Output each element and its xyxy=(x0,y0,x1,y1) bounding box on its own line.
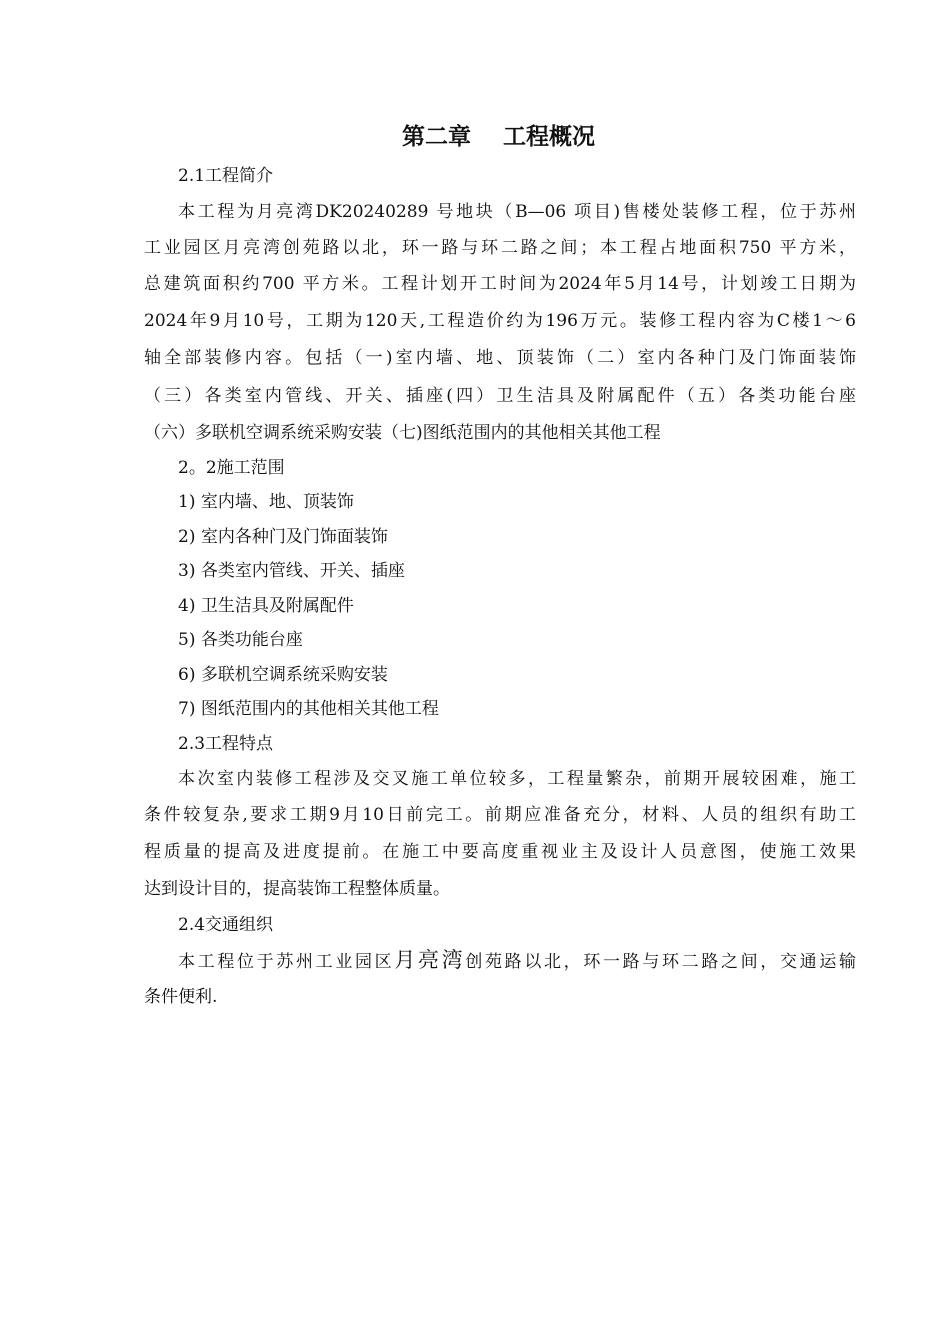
paragraph-line: 条件较复杂,要求工期9月10日前完工。前期应准备充分，材料、人员的组织有助工 xyxy=(144,805,856,825)
paragraph-line: 本工程为月亮湾DK20240289 号地块（B—06 项目)售楼处装修工程，位于苏州 xyxy=(178,202,856,222)
paragraph-line: 2024年9月10号，工期为120天,工程造价约为196万元。装修工程内容为C楼1～6 xyxy=(144,311,856,331)
paragraph-line xyxy=(178,948,856,974)
paragraph-line: 本次室内装修工程涉及交叉施工单位较多，工程量繁杂，前期开展较困难，施工 xyxy=(178,769,856,789)
list-item: 7) 图纸范围内的其他相关其他工程 xyxy=(178,699,439,719)
section-heading-2-2: 2。2施工范围 xyxy=(178,458,285,478)
section-heading-2-1: 2.1工程简介 xyxy=(178,166,274,186)
list-item: 2) 室内各种门及门饰面装饰 xyxy=(178,527,388,547)
section-heading-2-3: 2.3工程特点 xyxy=(178,734,274,754)
text-run: 创苑路以北，环一路与环二路之间，交通运输 xyxy=(465,952,857,972)
paragraph-line: 轴全部装修内容。包括（一)室内墙、地、顶装饰（二）室内各种门及门饰面装饰 xyxy=(144,348,856,368)
paragraph-line: 条件便利. xyxy=(144,987,218,1007)
paragraph-line: （三）各类室内管线、开关、插座(四）卫生洁具及附属配件（五）各类功能台座 xyxy=(144,386,856,406)
chapter-title: 第二章 工程概况 xyxy=(401,124,596,150)
section-heading-2-4: 2.4交通组织 xyxy=(178,915,274,935)
list-item: 5) 各类功能台座 xyxy=(178,630,303,650)
list-item: 4) 卫生洁具及附属配件 xyxy=(178,596,354,616)
list-item: 6) 多联机空调系统采购安装 xyxy=(178,665,388,685)
list-item: 3) 各类室内管线、开关、插座 xyxy=(178,561,405,581)
paragraph-line: 程质量的提高及进度提前。在施工中要高度重视业主及设计人员意图，使施工效果 xyxy=(144,842,856,862)
text-run-large: 月亮湾 xyxy=(394,948,466,972)
paragraph-line: （六）多联机空调系统采购安装（七)图纸范围内的其他相关其他工程 xyxy=(144,423,661,443)
paragraph-line: 达到设计目的，提高装饰工程整体质量。 xyxy=(144,879,450,899)
text-run: 本工程位于苏州工业园区 xyxy=(178,952,395,972)
paragraph-line: 工业园区月亮湾创苑路以北，环一路与环二路之间；本工程占地面积750 平方米， xyxy=(144,238,856,258)
paragraph-line: 总建筑面积约700 平方米。工程计划开工时间为2024年5月14号，计划竣工日期为 xyxy=(144,274,856,294)
list-item: 1) 室内墙、地、顶装饰 xyxy=(178,492,354,512)
